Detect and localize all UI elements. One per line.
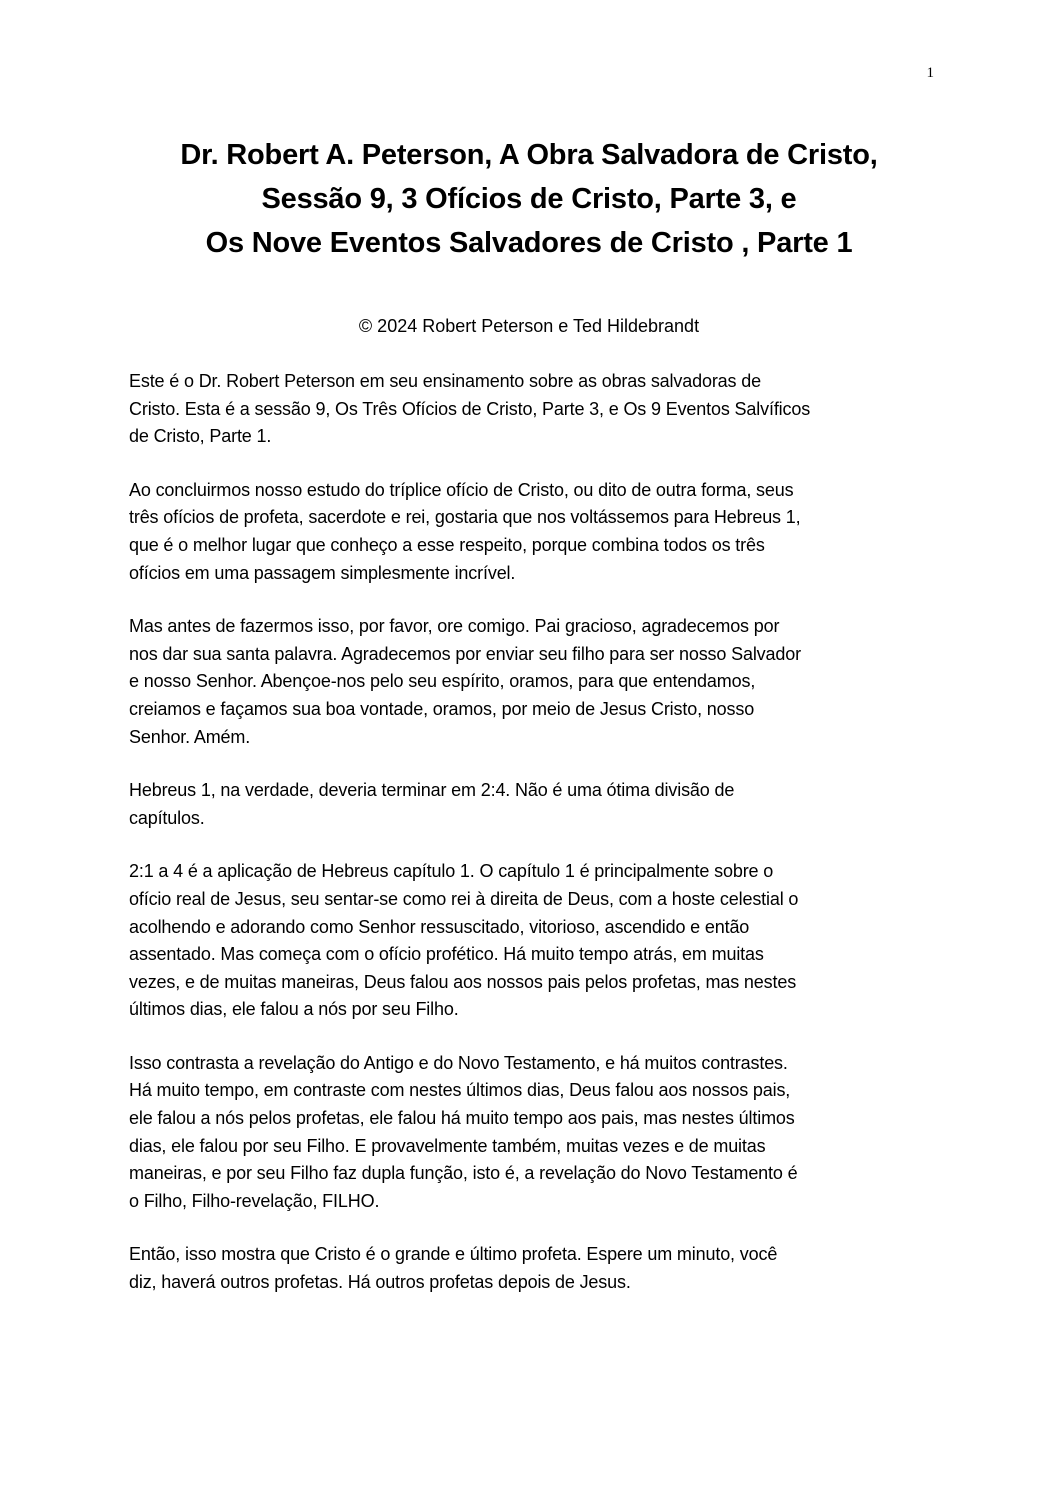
text-line: assentado. Mas começa com o ofício profético. Há muito tempo atrás, em muitas [129,944,764,965]
text-line: diz, haverá outros profetas. Há outros profetas depois de Jesus. [129,1272,631,1293]
title-line: Dr. Robert A. Peterson, A Obra Salvadora de Cristo, [180,139,878,171]
text-line: maneiras, e por seu Filho faz dupla função, isto é, a revelação do Novo Testamento é [129,1163,798,1184]
paragraph [129,777,934,832]
paragraph [129,613,934,751]
text-line: nos dar sua santa palavra. Agradecemos por enviar seu filho para ser nosso Salvador [129,643,801,664]
copyright-notice: © 2024 Robert Peterson e Ted Hildebrandt [358,316,700,336]
text-line: capítulos. [129,807,205,828]
paragraph [129,477,934,587]
title-line: Os Nove Eventos Salvadores de Cristo , Parte 1 [205,227,853,259]
page-number: 1 [926,65,934,81]
text-line: Hebreus 1, na verdade, deveria terminar em 2:4. Não é uma ótima divisão de [129,780,735,801]
paragraph [129,1050,934,1216]
text-line: três ofícios de profeta, sacerdote e rei, gostaria que nos voltássemos para Hebreus 1, [129,507,801,528]
text-line: Então, isso mostra que Cristo é o grande e último profeta. Espere um minuto, você [129,1244,778,1265]
paragraph [129,858,934,1024]
text-line: que é o melhor lugar que conheço a esse respeito, porque combina todos os três [129,534,765,555]
text-line: últimos dias, ele falou a nós por seu Filho. [129,999,459,1020]
text-line: creiamos e façamos sua boa vontade, oramos, por meio de Jesus Cristo, nosso [129,698,755,719]
text-line: o Filho, Filho-revelação, FILHO. [129,1190,380,1211]
text-line: Senhor. Amém. [129,726,251,747]
document-body [129,368,934,1323]
text-line: Mas antes de fazermos isso, por favor, ore comigo. Pai gracioso, agradecemos por [129,616,780,637]
text-line: vezes, e de muitas maneiras, Deus falou aos nossos pais pelos profetas, mas nestes [129,971,797,992]
text-line: ofício real de Jesus, seu sentar-se como rei à direita de Deus, com a hoste celestial o [129,888,799,909]
text-line: Este é o Dr. Robert Peterson em seu ensinamento sobre as obras salvadoras de [129,371,761,391]
text-line: e nosso Senhor. Abençoe-nos pelo seu espírito, oramos, para que entendamos, [129,671,756,692]
text-line: de Cristo, Parte 1. [129,426,272,447]
paragraph [129,368,934,451]
text-line: Isso contrasta a revelação do Antigo e do Novo Testamento, e há muitos contrastes. [129,1052,788,1073]
text-line: Cristo. Esta é a sessão 9, Os Três Ofícios de Cristo, Parte 3, e Os 9 Eventos Salvíficos [129,398,811,419]
text-line: Ao concluirmos nosso estudo do tríplice ofício de Cristo, ou dito de outra forma, seus [129,479,794,500]
text-line: ele falou a nós pelos profetas, ele falou há muito tempo aos pais, mas nestes últimos [129,1108,795,1129]
title-line: Sessão 9, 3 Ofícios de Cristo, Parte 3, e [261,183,797,215]
text-line: Há muito tempo, em contraste com nestes últimos dias, Deus falou aos nossos pais, [129,1080,791,1101]
paragraph [129,1241,934,1296]
text-line: dias, ele falou por seu Filho. E provavelmente também, muitas vezes e de muitas [129,1135,766,1156]
text-line: 2:1 a 4 é a aplicação de Hebreus capítulo 1. O capítulo 1 é principalmente sobre o [129,861,774,882]
document-title [110,133,948,265]
text-line: ofícios em uma passagem simplesmente incrível. [129,562,516,583]
text-line: acolhendo e adorando como Senhor ressuscitado, vitorioso, ascendido e então [129,916,750,937]
